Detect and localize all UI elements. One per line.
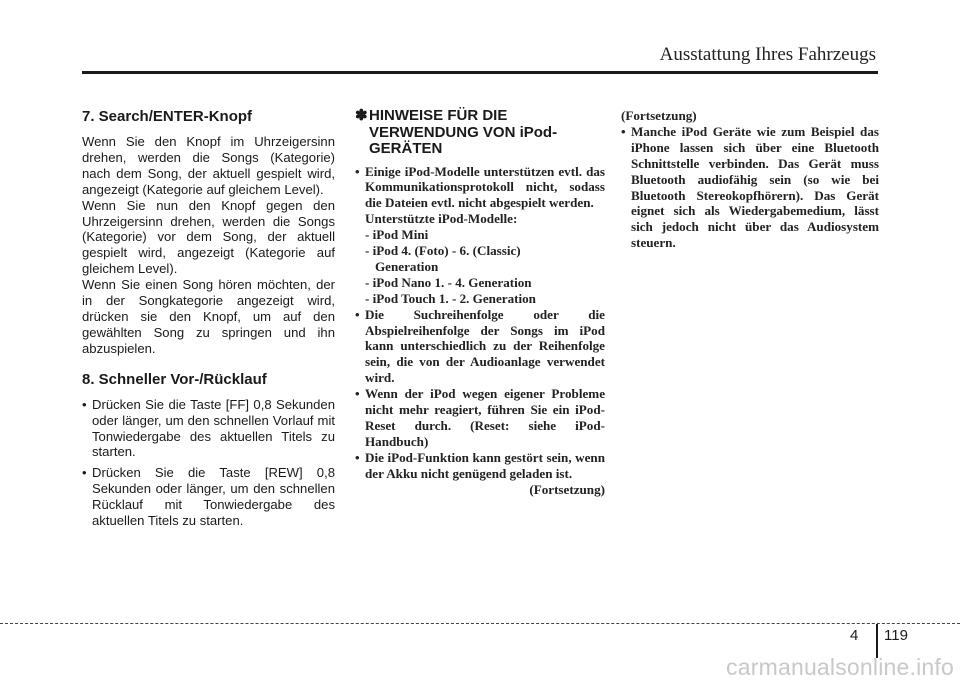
chapter-number: 4 — [850, 627, 859, 644]
notice-heading — [355, 108, 605, 158]
bullet-icon: • — [355, 449, 360, 465]
section-7-paragraph-3: Wenn Sie einen Song hören möchten, der in der Songkategorie angezeigt wird, drücken sie den Knopf, um auf den gewählten Song zu springen und ihn abzuspielen. — [82, 277, 335, 356]
model-item-continuation: Generation — [375, 258, 439, 274]
models-list-title: Unterstützte iPod-Modelle: — [365, 211, 518, 227]
continued-label: (Fortsetzung) — [621, 108, 697, 123]
column-2 — [355, 108, 605, 498]
bullet-icon: • — [621, 123, 626, 139]
bullet-icon: • — [82, 465, 87, 481]
list-item — [82, 397, 335, 461]
list-item-text: Manche iPod Geräte wie zum Beispiel das iPhone lassen sich über eine Bluetooth Schnittstelle verbinden. Das Gerät muss Bluetooth audiofähig sein (so wie bei Bluetooth Stereokopfhörern). Das Gerät eignet sich als Wiedergabemedium, lässt sich jedoch nicht über das Audiosystem steuern. — [631, 123, 879, 251]
list-item — [82, 465, 335, 529]
watermark: carmanualsonline.info — [726, 654, 954, 680]
column-1 — [82, 108, 335, 529]
list-item — [355, 450, 605, 482]
notice-star-icon: ✽ — [355, 107, 368, 124]
list-item — [355, 307, 605, 387]
bullet-icon: • — [355, 386, 360, 402]
list-item-text: Die iPod-Funktion kann gestört sein, wenn der Akku nicht genügend geladen ist. — [365, 449, 605, 481]
model-item: - iPod 4. (Foto) - 6. (Classic) — [365, 243, 521, 259]
header-rule — [82, 71, 878, 74]
section-8-title: 8. Schneller Vor-/Rücklauf — [82, 370, 267, 388]
list-item — [355, 386, 605, 450]
bullet-icon: • — [355, 163, 360, 179]
section-7-paragraph-1: Wenn Sie den Knopf im Uhrzeigersinn drehen, werden die Songs (Kategorie) nach dem Song, der aktuell gespielt wird, angezeigt (Kategorie auf gleichem Level). — [82, 134, 335, 197]
model-item: - iPod Mini — [365, 227, 429, 243]
section-7-paragraph-2: Wenn Sie nun den Knopf gegen den Uhrzeigersinn drehen, werden die Songs (Kategorie) vor dem Song, der aktuell gespielt wird, angezeigt (Kategorie auf gleichem Level). — [82, 197, 335, 277]
list-item — [355, 164, 605, 307]
list-item-text: Wenn der iPod wegen eigener Probleme nicht mehr reagiert, führen Sie ein iPod-Reset durch. (Reset: siehe iPod-Handbuch) — [365, 386, 605, 449]
running-header-title: Ausstattung Ihres Fahrzeugs — [659, 44, 876, 65]
page-number: 119 — [884, 627, 908, 644]
continued-note: (Fortsetzung) — [529, 481, 605, 497]
column-3 — [621, 108, 879, 251]
footer-rule — [0, 623, 960, 624]
list-item — [621, 124, 879, 251]
list-item-text: Einige iPod-Modelle unterstützen evtl. das Kommunikationsprotokoll nicht, sodass die Dateien evtl. nicht abgespielt werden. — [365, 163, 605, 211]
list-item-text: Drücken Sie die Taste [REW] 0,8 Sekunden oder länger, um den schnellen Rücklauf mit Tonwiedergabe des aktuellen Titels zu starten. — [92, 465, 335, 529]
footer-divider — [876, 624, 878, 658]
list-item-text: Die Suchreihenfolge oder die Abspielreihenfolge der Songs im iPod kann unterschiedlich zu der Reihenfolge sein, die von der Audioanlage verwendet wird. — [365, 306, 605, 386]
model-item: - iPod Touch 1. - 2. Generation — [365, 290, 536, 306]
bullet-icon: • — [355, 306, 360, 322]
bullet-icon: • — [82, 396, 87, 412]
list-item-text: Drücken Sie die Taste [FF] 0,8 Sekunden oder länger, um den schnellen Vorlauf mit Tonwiedergabe des aktuellen Titels zu starten. — [92, 396, 335, 460]
model-item: - iPod Nano 1. - 4. Generation — [365, 274, 532, 290]
notice-heading-text: HINWEISE FÜR DIE VERWENDUNG VON iPod-GERÄTEN — [369, 107, 558, 157]
section-7-title: 7. Search/ENTER-Knopf — [82, 108, 253, 125]
